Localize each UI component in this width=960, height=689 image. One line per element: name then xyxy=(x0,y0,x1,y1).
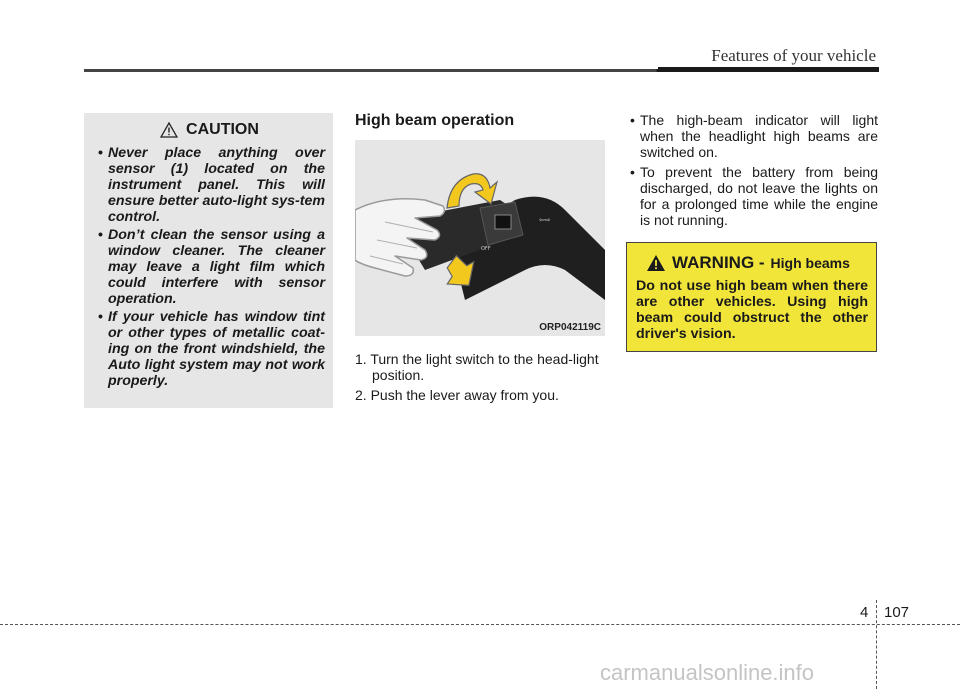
caution-title: CAUTION xyxy=(186,121,259,138)
steps-list xyxy=(355,351,605,407)
stalk-illustration xyxy=(355,140,605,336)
caution-list xyxy=(94,145,325,389)
chapter-number: 4 xyxy=(860,604,869,621)
warning-triangle-icon xyxy=(646,254,666,272)
svg-text:OFF: OFF xyxy=(481,246,491,252)
caution-item: • Never place anything over sensor (1) located on the instrument panel. This will ensure better auto-light sys-tem control. xyxy=(94,145,325,225)
warning-header xyxy=(636,253,868,273)
high-beam-figure xyxy=(355,140,605,336)
step-item: 1. Turn the light switch to the head-light position. xyxy=(355,351,599,383)
caution-box xyxy=(84,113,333,408)
footer-divider xyxy=(876,600,877,689)
svg-text:⇦⇨: ⇦⇨ xyxy=(539,216,551,224)
note-item: • To prevent the battery from being discharged, do not leave the lights on for a prolonged time while the engine is not running. xyxy=(626,164,878,228)
note-item: • The high-beam indicator will light when the headlight high beams are switched on. xyxy=(626,112,878,160)
warning-subject: High beams xyxy=(770,255,850,271)
header-rule-accent xyxy=(658,67,879,72)
warning-text: Do not use high beam when there are other vehicles. Using high beam could obstruct the other driver's vision. xyxy=(636,278,868,342)
figure-code: ORP042119C xyxy=(539,322,601,333)
section-heading: High beam operation xyxy=(355,112,515,129)
warning-box xyxy=(626,242,877,352)
caution-header xyxy=(94,121,325,139)
notes-list xyxy=(626,112,878,232)
footer-rule xyxy=(0,624,960,625)
caution-triangle-icon xyxy=(160,122,178,138)
header-title: Features of your vehicle xyxy=(711,46,876,65)
page-number: 107 xyxy=(884,604,910,621)
rotate-arrow-icon xyxy=(447,174,497,208)
caution-item: • Don’t clean the sensor using a window cleaner. The cleaner may leave a light film which could interfere with sensor operation. xyxy=(94,227,325,307)
warning-label: WARNING - xyxy=(672,253,765,272)
watermark: carmanualsonline.info xyxy=(600,660,815,685)
step-item: 2. Push the lever away from you. xyxy=(355,387,559,403)
caution-item: • If your vehicle has window tint or other types of metallic coat-ing on the front windshield, the Auto light system may not work properly. xyxy=(94,309,325,389)
